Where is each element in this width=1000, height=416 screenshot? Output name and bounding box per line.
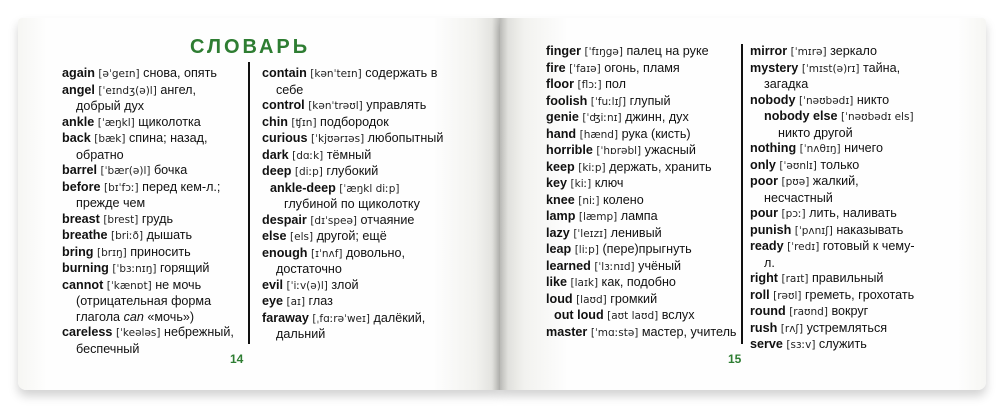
entry-word: round xyxy=(750,304,786,318)
entry-translation: довольно, достаточно xyxy=(276,245,406,276)
entry-word: fire xyxy=(546,60,566,75)
entry-translation: любопытный xyxy=(367,131,444,145)
entry-word: contain xyxy=(262,66,307,80)
entry-translation: далёкий, дальний xyxy=(276,310,426,341)
dictionary-entry xyxy=(750,223,920,240)
entry-word: enough xyxy=(262,245,308,260)
dictionary-entry xyxy=(262,164,444,181)
entry-translation: палец на руке xyxy=(626,44,709,58)
entry-word: breathe xyxy=(62,228,108,242)
dictionary-entry xyxy=(750,174,920,206)
entry-word: knee xyxy=(546,192,575,207)
entry-translation: мастер, учитель xyxy=(641,324,737,339)
entry-word: breast xyxy=(62,211,100,226)
entry-word: before xyxy=(62,179,101,194)
dictionary-entry xyxy=(750,61,920,93)
entry-translation: грудь xyxy=(141,211,174,226)
dictionary-entry xyxy=(262,229,444,246)
dictionary-entry xyxy=(262,294,444,311)
dictionary-entry xyxy=(546,259,738,276)
entry-word: ready xyxy=(750,239,784,253)
entry-translation: (пере)прыгнуть xyxy=(602,242,692,256)
entry-transcription: [aʊt laʊd] xyxy=(607,310,659,322)
entry-translation: ужасный xyxy=(644,143,696,157)
entry-transcription: [ˈmɑːstə] xyxy=(590,326,639,339)
dictionary-entry xyxy=(546,143,738,160)
entry-translation: учёный xyxy=(638,258,682,273)
dictionary-entry xyxy=(750,321,920,338)
entry-transcription: [ˈiːv(ə)l] xyxy=(286,279,328,292)
entry-transcription: [pʊə] xyxy=(781,176,810,188)
dictionary-entry xyxy=(262,311,444,343)
entry-translation: джинн, дух xyxy=(625,110,689,124)
dictionary-entry xyxy=(546,209,738,226)
entry-word: faraway xyxy=(262,310,309,325)
entry-transcription: [els] xyxy=(290,231,314,243)
entry-transcription: [ˈbɜːnɪŋ] xyxy=(112,263,157,275)
entry-translation: огонь, пламя xyxy=(604,60,680,75)
entry-word: else xyxy=(262,229,287,243)
entry-transcription: [aɪ] xyxy=(286,296,306,308)
entry-transcription: [liːp] xyxy=(574,244,599,256)
entry-word: pour xyxy=(750,206,778,220)
column-divider xyxy=(248,62,250,344)
entry-word: leap xyxy=(546,242,572,256)
entry-word: foolish xyxy=(546,93,588,108)
dictionary-entry xyxy=(62,83,242,115)
entry-translation: не мочь (отрицательная форма глагола xyxy=(76,277,212,324)
entry-translation: громкий xyxy=(610,291,658,306)
entry-transcription: [kiː] xyxy=(570,178,592,190)
entry-word: chin xyxy=(262,114,288,129)
entry-translation: колено xyxy=(603,192,644,207)
entry-translation: лить, наливать xyxy=(809,206,897,220)
entry-transcription: [ˈredɪ] xyxy=(787,241,820,253)
entry-word: curious xyxy=(262,131,308,145)
entry-word: loud xyxy=(546,291,573,306)
entry-transcription: [kənˈtrəʊl] xyxy=(308,100,363,112)
left-page-column-1 xyxy=(62,66,242,357)
right-page-column-1 xyxy=(546,44,738,341)
entry-translation: греметь, грохотать xyxy=(804,287,915,302)
dictionary-entry xyxy=(262,115,444,132)
dictionary-entry xyxy=(62,115,242,132)
entry-translation: ключ xyxy=(594,176,624,190)
entry-translation: тайна, загадка xyxy=(764,60,901,91)
dictionary-entry xyxy=(62,131,242,163)
entry-translation: ленивый xyxy=(610,225,662,240)
entry-transcription: [dɑːk] xyxy=(292,149,324,162)
entry-translation: жалкий, несчастный xyxy=(764,174,859,205)
entry-transcription: [bæk] xyxy=(94,133,126,145)
entry-translation-cont: «мочь») xyxy=(147,309,195,324)
entry-word: key xyxy=(546,176,568,190)
entry-transcription: [læmp] xyxy=(578,211,618,223)
entry-transcription: [hænd] xyxy=(579,128,619,141)
dictionary-entry xyxy=(62,261,242,278)
entry-transcription: [ˈmɪst(ə)rɪ] xyxy=(801,62,860,75)
entry-translation: подбородок xyxy=(320,114,389,129)
entry-transcription: [briːð] xyxy=(111,230,144,242)
entry-transcription: [brest] xyxy=(103,213,139,226)
dictionary-entry xyxy=(262,66,444,98)
entry-transcription: [ˈʤiːnɪ] xyxy=(582,112,622,124)
entry-word: horrible xyxy=(546,143,593,157)
entry-word: keep xyxy=(546,159,575,174)
entry-word: mystery xyxy=(750,60,799,75)
dictionary-entry xyxy=(546,325,738,342)
entry-transcription: [ˌfɑːrəˈweɪ] xyxy=(312,312,371,325)
entry-transcription: [kiːp] xyxy=(578,161,606,174)
entry-translation: вслух xyxy=(661,308,695,322)
dictionary-entry xyxy=(262,98,444,115)
entry-word: again xyxy=(62,66,95,80)
entry-word: lamp xyxy=(546,209,576,223)
entry-transcription: [raɪt] xyxy=(781,273,809,285)
column-divider xyxy=(741,44,743,344)
entry-word: barrel xyxy=(62,163,98,177)
dictionary-entry xyxy=(62,278,242,326)
entry-transcription: [ˈæŋkl] xyxy=(97,116,135,129)
entry-transcription: [ˈfɪŋgə] xyxy=(584,46,623,58)
entry-translation: готовый к чему-л. xyxy=(764,239,915,270)
right-page-column-2 xyxy=(750,44,920,354)
entry-translation: рука (кисть) xyxy=(621,126,691,141)
dictionary-entry xyxy=(262,278,444,295)
entry-translation: щиколотка xyxy=(138,114,201,129)
left-page-column-2 xyxy=(262,66,444,343)
entry-transcription: [raʊnd] xyxy=(789,306,828,318)
dictionary-entry xyxy=(750,239,920,271)
entry-word: deep xyxy=(262,164,292,178)
dictionary-entry xyxy=(546,226,738,243)
entry-translation: вокруг xyxy=(831,304,869,318)
entry-word: finger xyxy=(546,44,581,58)
dictionary-entry xyxy=(546,193,738,210)
entry-transcription: [laʊd] xyxy=(576,293,607,306)
entry-word: eye xyxy=(262,294,284,308)
dictionary-entry xyxy=(750,304,920,321)
entry-word: ankle xyxy=(62,114,95,129)
entry-translation: злой xyxy=(331,277,359,292)
entry-translation: ангел, добрый дух xyxy=(76,82,197,113)
dictionary-entry xyxy=(750,288,920,305)
entry-transcription: [ˈmɪrə] xyxy=(790,46,827,58)
entry-transcription: [brɪŋ] xyxy=(96,246,127,259)
dictionary-entry xyxy=(546,77,738,94)
entry-translation: перед кем-л.; прежде чем xyxy=(76,179,221,210)
entry-word: poor xyxy=(750,174,778,188)
dictionary-entry xyxy=(62,180,242,212)
entry-transcription: [laɪk] xyxy=(570,277,599,289)
entry-transcription: [ˈkænɒt] xyxy=(106,279,152,292)
page-number: 14 xyxy=(230,352,244,366)
entry-translation: лампа xyxy=(620,209,658,223)
entry-translation: горящий xyxy=(159,261,210,275)
entry-translation: небрежный, беспечный xyxy=(76,325,234,356)
entry-translation: отчаяние xyxy=(360,212,415,227)
dictionary-entry xyxy=(546,110,738,127)
dictionary-entry xyxy=(546,292,738,309)
entry-transcription: [ˈkjʊərɪəs] xyxy=(311,133,365,145)
dictionary-entry xyxy=(546,176,738,193)
entry-word: evil xyxy=(262,277,284,292)
entry-word: bring xyxy=(62,244,94,259)
entry-word: right xyxy=(750,271,778,285)
entry-transcription: [ˈəʊnlɪ] xyxy=(779,159,817,172)
entry-translation: ничего xyxy=(844,141,883,155)
dictionary-entry xyxy=(262,246,444,278)
dictionary-entry xyxy=(750,44,920,61)
dictionary-entry xyxy=(546,242,738,259)
dictionary-entry xyxy=(262,131,444,148)
entry-transcription: [ˈæŋkl diːp] xyxy=(339,182,400,195)
entry-word: ankle-deep xyxy=(270,180,336,195)
entry-transcription: [bɪˈfɔː] xyxy=(104,181,139,194)
entry-word: lazy xyxy=(546,225,570,240)
entry-transcription: [ˈleɪzɪ] xyxy=(573,227,608,240)
dictionary-entry xyxy=(546,308,738,325)
dictionary-entry xyxy=(750,271,920,288)
entry-transcription: [ɪˈnʌf] xyxy=(310,247,343,260)
entry-word: cannot xyxy=(62,277,104,292)
entry-word: hand xyxy=(546,126,577,141)
dictionary-entry xyxy=(750,158,920,175)
entry-transcription: [ˈnʌθɪŋ] xyxy=(799,143,841,155)
entry-transcription: [sɜːv] xyxy=(786,339,816,351)
entry-translation: тёмный xyxy=(326,147,372,162)
entry-transcription: [ʧɪn] xyxy=(291,116,317,129)
entry-word: roll xyxy=(750,287,770,302)
entry-word: learned xyxy=(546,258,591,273)
dictionary-entry xyxy=(750,109,920,141)
entry-word: nobody else xyxy=(764,109,838,123)
entry-word: angel xyxy=(62,82,95,97)
dictionary-entry xyxy=(262,213,444,230)
entry-word: mirror xyxy=(750,44,788,58)
dictionary-entry xyxy=(62,325,242,357)
entry-word: out loud xyxy=(554,308,604,322)
entry-translation: снова, опять xyxy=(143,66,217,80)
entry-translation: служить xyxy=(818,337,867,351)
dictionary-entry xyxy=(62,66,242,83)
entry-translation: пол xyxy=(605,77,627,91)
entry-word: punish xyxy=(750,222,792,237)
entry-transcription: [ˈlɜːnɪd] xyxy=(594,260,635,273)
entry-transcription: [ˈhɒrəbl] xyxy=(596,145,642,157)
dictionary-entry xyxy=(750,206,920,223)
entry-word: serve xyxy=(750,337,783,351)
entry-transcription: [kənˈteɪn] xyxy=(310,68,362,80)
dictionary-title: СЛОВАРЬ xyxy=(190,36,311,58)
entry-transcription: [diːp] xyxy=(294,166,323,178)
entry-word: only xyxy=(750,157,776,172)
entry-italic-word: can xyxy=(123,309,144,324)
dictionary-entry xyxy=(546,61,738,78)
entry-word: like xyxy=(546,275,568,289)
entry-word: despair xyxy=(262,212,307,227)
entry-word: dark xyxy=(262,147,289,162)
entry-translation: глубиной по щиколотку xyxy=(284,197,420,211)
entry-translation: только xyxy=(820,157,860,172)
dictionary-entry xyxy=(546,44,738,61)
dictionary-entry xyxy=(750,141,920,158)
dictionary-entry xyxy=(62,245,242,262)
entry-translation: правильный xyxy=(811,271,884,285)
entry-transcription: [flɔː] xyxy=(577,79,602,91)
page-number: 15 xyxy=(728,352,742,366)
entry-transcription: [rʌʃ] xyxy=(780,322,804,335)
entry-word: floor xyxy=(546,77,574,91)
dictionary-entry xyxy=(546,275,738,292)
dictionary-entry xyxy=(262,148,444,165)
entry-translation: глубокий xyxy=(326,164,379,178)
entry-word: genie xyxy=(546,110,579,124)
entry-translation: содержать в себе xyxy=(276,66,438,97)
entry-translation: дышать xyxy=(146,228,193,242)
entry-translation: никто другой xyxy=(778,125,853,140)
entry-transcription: [ˈeɪndʒ(ə)l] xyxy=(98,84,157,97)
entry-transcription: [ˈkeələs] xyxy=(115,327,161,339)
entry-transcription: [rəʊl] xyxy=(773,289,802,302)
entry-translation: глупый xyxy=(629,93,671,108)
entry-translation: приносить xyxy=(130,244,191,259)
entry-word: control xyxy=(262,98,305,112)
entry-transcription: [ˈnəʊbədɪ els] xyxy=(840,111,914,123)
book-gutter xyxy=(492,18,508,390)
entry-word: rush xyxy=(750,320,778,335)
entry-translation: держать, хранить xyxy=(609,159,712,174)
entry-translation: бочка xyxy=(153,163,188,177)
entry-translation: глаз xyxy=(308,294,333,308)
entry-word: back xyxy=(62,131,91,145)
dictionary-entry xyxy=(62,163,242,180)
entry-word: careless xyxy=(62,325,113,339)
entry-word: nothing xyxy=(750,141,797,155)
entry-word: master xyxy=(546,324,588,339)
dictionary-entry xyxy=(262,181,444,213)
entry-translation: наказывать xyxy=(836,222,904,237)
entry-transcription: [ˈnəʊbədɪ] xyxy=(798,94,854,107)
entry-translation: спина; назад, обратно xyxy=(76,131,208,162)
entry-transcription: [pɔː] xyxy=(781,208,806,220)
entry-transcription: [ˈfuːlɪʃ] xyxy=(590,95,627,108)
entry-word: nobody xyxy=(750,92,796,107)
dictionary-entry xyxy=(546,127,738,144)
dictionary-entry xyxy=(62,212,242,229)
entry-translation: устремляться xyxy=(806,320,888,335)
entry-transcription: [dɪˈspeə] xyxy=(310,214,358,227)
dictionary-entry xyxy=(546,94,738,111)
entry-transcription: [əˈgeɪn] xyxy=(98,68,140,80)
entry-translation: управлять xyxy=(366,98,427,112)
entry-translation: другой; ещё xyxy=(316,229,387,243)
entry-transcription: [niː] xyxy=(578,194,600,207)
entry-word: burning xyxy=(62,261,109,275)
entry-translation: никто xyxy=(856,92,890,107)
entry-translation: зеркало xyxy=(830,44,878,58)
entry-translation: как, подобно xyxy=(601,275,676,289)
entry-transcription: [ˈfaɪə] xyxy=(569,62,601,75)
entry-transcription: [ˈbær(ə)l] xyxy=(100,165,151,177)
dictionary-entry xyxy=(62,228,242,245)
dictionary-entry xyxy=(546,160,738,177)
dictionary-entry xyxy=(750,337,920,354)
entry-transcription: [ˈpʌnɪʃ] xyxy=(794,224,833,237)
dictionary-entry xyxy=(750,93,920,110)
